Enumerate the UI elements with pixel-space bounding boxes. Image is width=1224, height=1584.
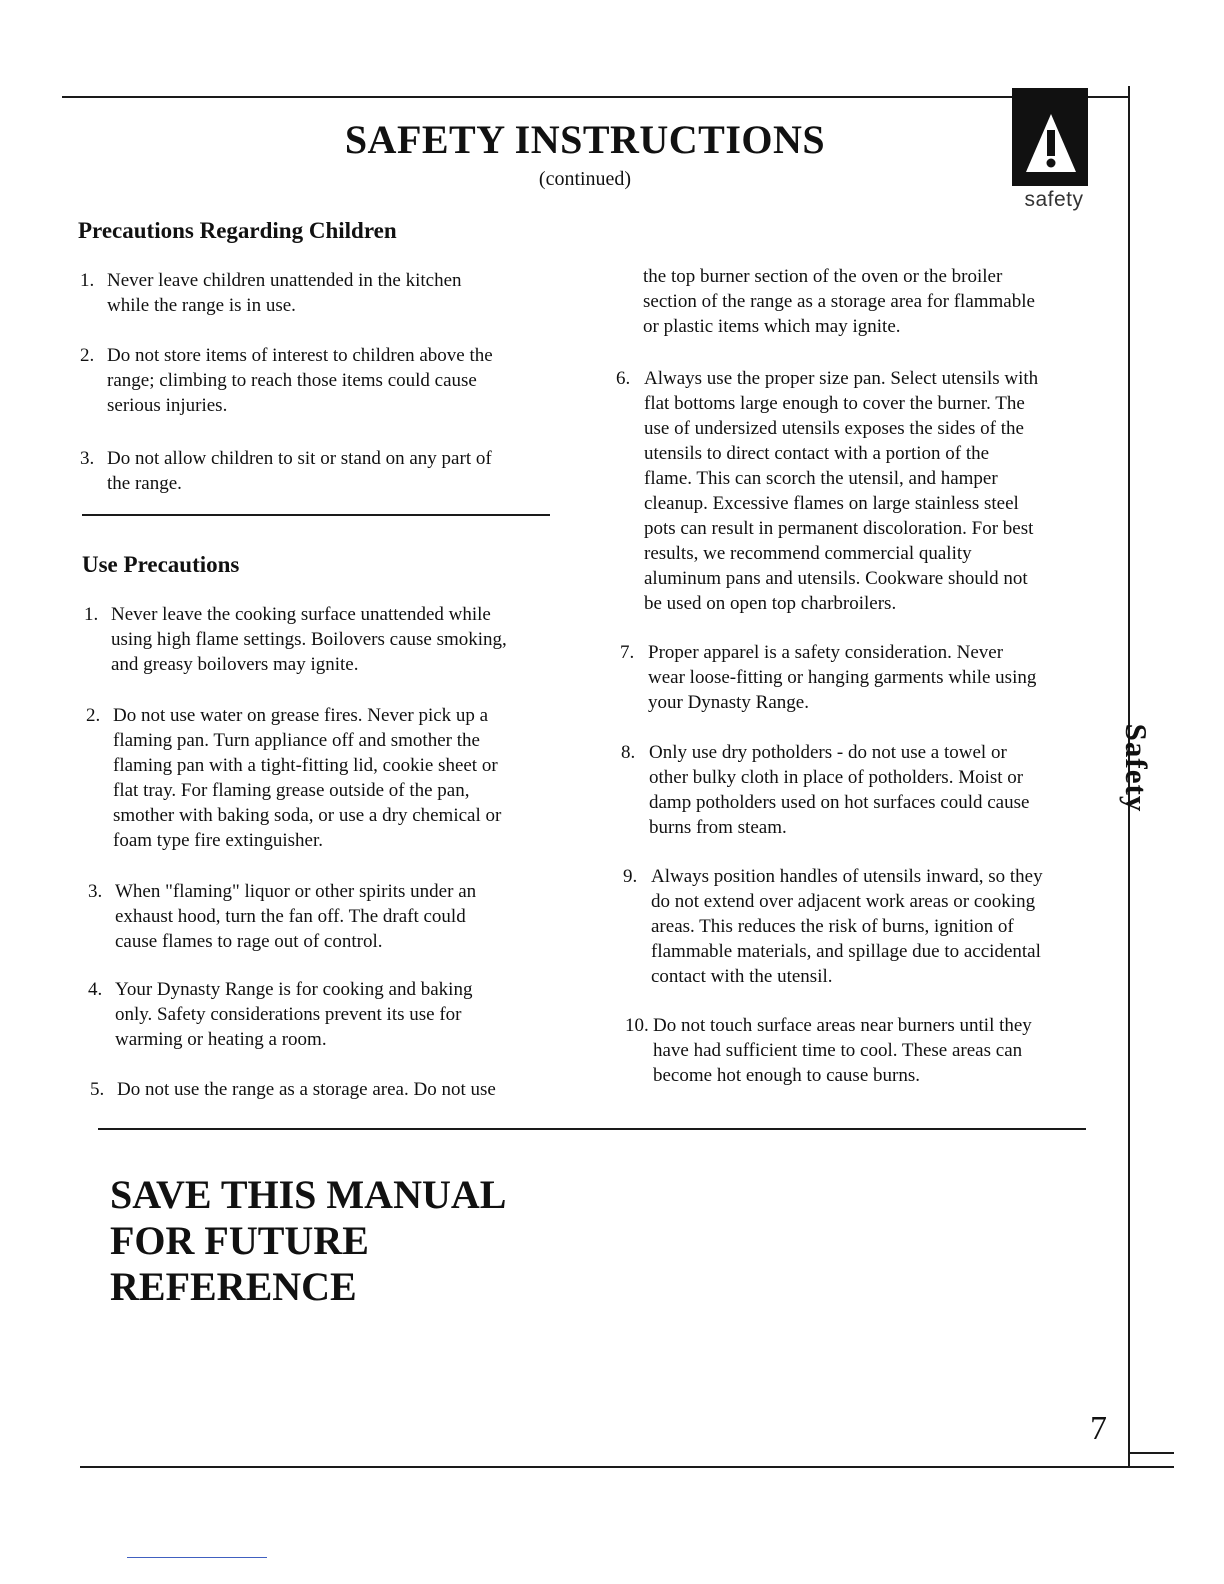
page-title: SAFETY INSTRUCTIONS [344,117,826,162]
item-line: while the range is in use. [107,295,296,316]
item-line: Do not use water on grease fires. Never pick up a [113,705,489,726]
top-rule [62,96,1130,98]
item-line: warming or heating a room. [115,1029,327,1050]
item-line: Never leave children unattended in the kitchen [107,270,462,291]
item-line: have had sufficient time to cool. These areas can [653,1040,1023,1061]
item-line: Do not touch surface areas near burners until they [653,1015,1032,1036]
item-line: Only use dry potholders - do not use a towel or [649,742,1007,763]
item-line: the top burner section of the oven or the broiler [643,266,1003,287]
item-number: 3. [88,881,103,902]
item-number: 2. [86,705,101,726]
item-line: Do not allow children to sit or stand on any part of [107,448,492,469]
page-number: 7 [1090,1410,1107,1447]
item-number: 7. [620,642,635,663]
item-line: damp potholders used on hot surfaces could cause [649,792,1030,813]
item-line: using high flame settings. Boilovers cause smoking, [111,629,507,650]
item-line: your Dynasty Range. [648,692,809,713]
item-line: be used on open top charbroilers. [644,593,897,614]
item-number: 6. [616,368,631,389]
item-line: smother with baking soda, or use a dry chemical or [113,805,502,826]
item-line: or plastic items which may ignite. [643,316,901,337]
item-line: section of the range as a storage area for flammable [643,291,1035,312]
item-line: foam type fire extinguisher. [113,830,323,851]
item-line: utensils to direct contact with a portion of the [644,443,990,464]
item-line: use of undersized utensils exposes the sides of the [644,418,1024,439]
item-number: 1. [84,604,99,625]
item-line: Always position handles of utensils inward, so they [651,866,1043,887]
item-line: burns from steam. [649,817,787,838]
item-line: flat tray. For flaming grease outside of the pan, [113,780,470,801]
item-line: contact with the utensil. [651,966,833,987]
item-line: the range. [107,473,182,494]
page-number-tick [1128,1452,1174,1454]
item-line: flat bottoms large enough to cover the burner. The [644,393,1025,414]
item-line: do not extend over adjacent work areas or cooking [651,891,1036,912]
item-line: results, we recommend commercial quality [644,543,972,564]
item-number: 1. [80,270,95,291]
section-heading-use: Use Precautions [82,552,240,577]
item-line: only. Safety considerations prevent its use for [115,1004,462,1025]
item-line: exhaust hood, turn the fan off. The draft could [115,906,466,927]
item-line: flammable materials, and spillage due to accidental [651,941,1041,962]
section-heading-children: Precautions Regarding Children [78,218,397,243]
side-tab-label: Safety [1119,723,1154,813]
item-line: cleanup. Excessive flames on large stainless steel [644,493,1019,514]
warning-triangle-icon [1024,112,1078,174]
item-number: 3. [80,448,95,469]
item-line: wear loose-fitting or hanging garments while using [648,667,1037,688]
item-line: other bulky cloth in place of potholders. Moist or [649,767,1024,788]
item-line: pots can result in permanent discoloration. For best [644,518,1034,539]
item-line: Your Dynasty Range is for cooking and baking [115,979,473,1000]
item-line: flaming pan with a tight-fitting lid, cookie sheet or [113,755,498,776]
item-line: become hot enough to cause burns. [653,1065,920,1086]
stray-link-underline [127,1557,267,1558]
item-line: Do not store items of interest to children above the [107,345,493,366]
page-subtitle: (continued) [538,168,632,190]
item-number: 2. [80,345,95,366]
save-notice-line: REFERENCE [110,1264,357,1309]
item-line: flame. This can scorch the utensil, and hamper [644,468,998,489]
item-number: 4. [88,979,103,1000]
item-line: cause flames to rage out of control. [115,931,383,952]
item-line: Do not use the range as a storage area. Do not use [117,1079,496,1100]
bottom-rule [80,1466,1174,1468]
save-notice-line: FOR FUTURE [110,1218,369,1263]
item-line: flaming pan. Turn appliance off and smother the [113,730,480,751]
save-notice-line: SAVE THIS MANUAL [110,1172,507,1217]
item-number: 5. [90,1079,105,1100]
item-line: Always use the proper size pan. Select utensils with [644,368,1039,389]
item-line: areas. This reduces the risk of burns, ignition of [651,916,1014,937]
badge-label: safety [1024,188,1084,211]
item-number: 10. [625,1015,649,1036]
safety-badge [1012,88,1088,186]
content-bottom-rule [98,1128,1086,1130]
item-number: 9. [623,866,638,887]
item-line: serious injuries. [107,395,228,416]
item-line: aluminum pans and utensils. Cookware should not [644,568,1028,589]
item-line: and greasy boilovers may ignite. [111,654,359,675]
item-line: range; climbing to reach those items could cause [107,370,477,391]
side-tab [1114,708,1158,828]
item-line: Proper apparel is a safety consideration. Never [648,642,1004,663]
children-section-rule [82,514,550,516]
item-line: Never leave the cooking surface unattended while [111,604,491,625]
save-manual-notice [110,1172,630,1310]
item-number: 8. [621,742,636,763]
item-line: When "flaming" liquor or other spirits under an [115,881,477,902]
